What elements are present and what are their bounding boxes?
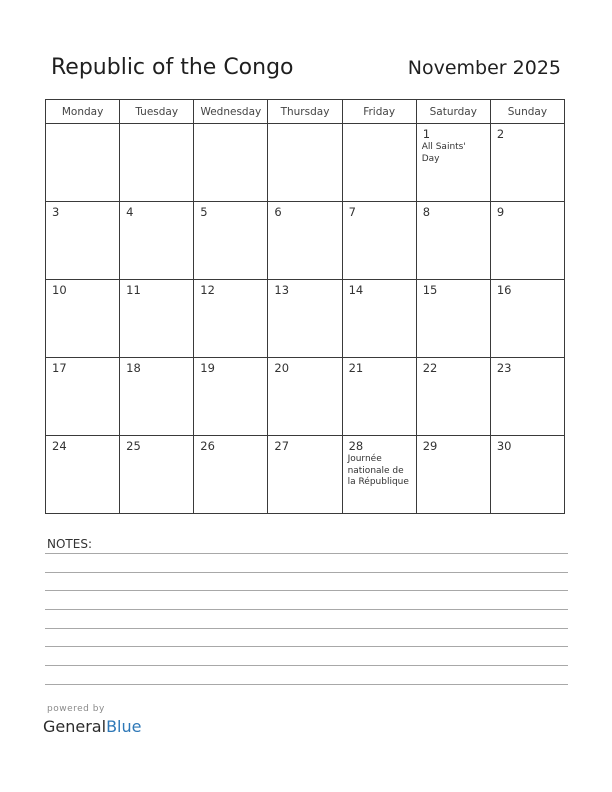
day-cell	[268, 280, 342, 358]
note-line	[45, 553, 568, 554]
day-number: 24	[52, 439, 67, 453]
weekday-header-row	[46, 100, 565, 124]
note-line	[45, 646, 568, 647]
day-cell	[120, 436, 194, 514]
day-cell	[46, 202, 120, 280]
day-cell	[490, 202, 564, 280]
weekday-tuesday: Tuesday	[120, 100, 194, 124]
week-row	[46, 124, 565, 202]
day-cell	[416, 280, 490, 358]
day-number: 3	[52, 205, 60, 219]
day-number: 15	[422, 283, 438, 297]
day-cell	[120, 202, 194, 280]
day-cell	[268, 124, 342, 202]
day-cell	[268, 202, 342, 280]
day-number: 28	[348, 439, 364, 453]
weekday-wednesday: Wednesday	[194, 100, 268, 124]
week-row	[46, 202, 565, 280]
day-cell	[416, 124, 490, 202]
day-number: 19	[200, 361, 215, 375]
day-cell	[490, 436, 564, 514]
weekday-friday: Friday	[342, 100, 416, 124]
day-number: 16	[496, 283, 512, 297]
calendar-body	[46, 124, 565, 514]
day-number: 10	[52, 283, 67, 297]
generalblue-logo	[43, 717, 141, 736]
day-cell	[194, 280, 268, 358]
day-cell	[490, 358, 564, 436]
holiday-label: Journée nationale de la République	[347, 454, 409, 487]
day-cell	[120, 280, 194, 358]
day-cell	[490, 280, 564, 358]
day-cell	[416, 436, 490, 514]
day-cell	[416, 358, 490, 436]
day-number: 4	[126, 205, 134, 219]
day-number: 25	[126, 439, 141, 453]
day-number: 14	[348, 283, 364, 297]
note-line	[45, 684, 568, 685]
day-number: 9	[496, 205, 505, 219]
brand-blue: Blue	[106, 717, 142, 736]
day-number: 23	[496, 361, 512, 375]
day-number: 17	[52, 361, 67, 375]
day-cell	[46, 358, 120, 436]
day-number: 11	[126, 283, 141, 297]
week-row	[46, 358, 565, 436]
day-number: 13	[274, 283, 290, 297]
day-number: 21	[348, 361, 364, 375]
note-line	[45, 665, 568, 666]
month-year-title: November 2025	[407, 57, 561, 79]
day-cell	[120, 124, 194, 202]
day-cell	[342, 124, 416, 202]
day-number: 18	[126, 361, 141, 375]
note-line	[45, 628, 568, 629]
day-cell	[46, 280, 120, 358]
day-number: 27	[274, 439, 290, 453]
day-cell	[120, 358, 194, 436]
calendar-grid	[45, 99, 565, 514]
day-number: 7	[348, 205, 356, 219]
brand-general: General	[43, 717, 107, 736]
day-cell	[416, 202, 490, 280]
day-cell	[342, 358, 416, 436]
note-line	[45, 590, 568, 591]
day-number: 12	[200, 283, 215, 297]
weekday-thursday: Thursday	[268, 100, 342, 124]
day-number: 22	[422, 361, 438, 375]
week-row	[46, 436, 565, 514]
day-number: 8	[422, 205, 431, 219]
day-cell	[194, 358, 268, 436]
holiday-label: All Saints' Day	[421, 142, 466, 164]
weekday-saturday: Saturday	[416, 100, 490, 124]
day-cell	[194, 202, 268, 280]
day-cell	[46, 124, 120, 202]
note-line	[45, 572, 568, 573]
weekday-monday: Monday	[46, 100, 120, 124]
day-number: 26	[200, 439, 215, 453]
day-cell	[342, 202, 416, 280]
day-cell	[342, 280, 416, 358]
weekday-sunday: Sunday	[490, 100, 564, 124]
day-cell	[268, 436, 342, 514]
day-number: 2	[496, 127, 505, 141]
day-number: 20	[274, 361, 290, 375]
day-cell	[194, 124, 268, 202]
day-number: 6	[274, 205, 282, 219]
day-cell	[268, 358, 342, 436]
day-cell	[490, 124, 564, 202]
day-number: 30	[496, 439, 512, 453]
day-number: 1	[422, 127, 431, 141]
notes-label: NOTES:	[47, 537, 92, 551]
day-cell	[46, 436, 120, 514]
day-number: 5	[200, 205, 208, 219]
powered-by-text: powered by	[47, 704, 105, 714]
note-line	[45, 609, 568, 610]
day-cell	[342, 436, 416, 514]
week-row	[46, 280, 565, 358]
country-title: Republic of the Congo	[51, 55, 294, 80]
day-cell	[194, 436, 268, 514]
day-number: 29	[422, 439, 438, 453]
